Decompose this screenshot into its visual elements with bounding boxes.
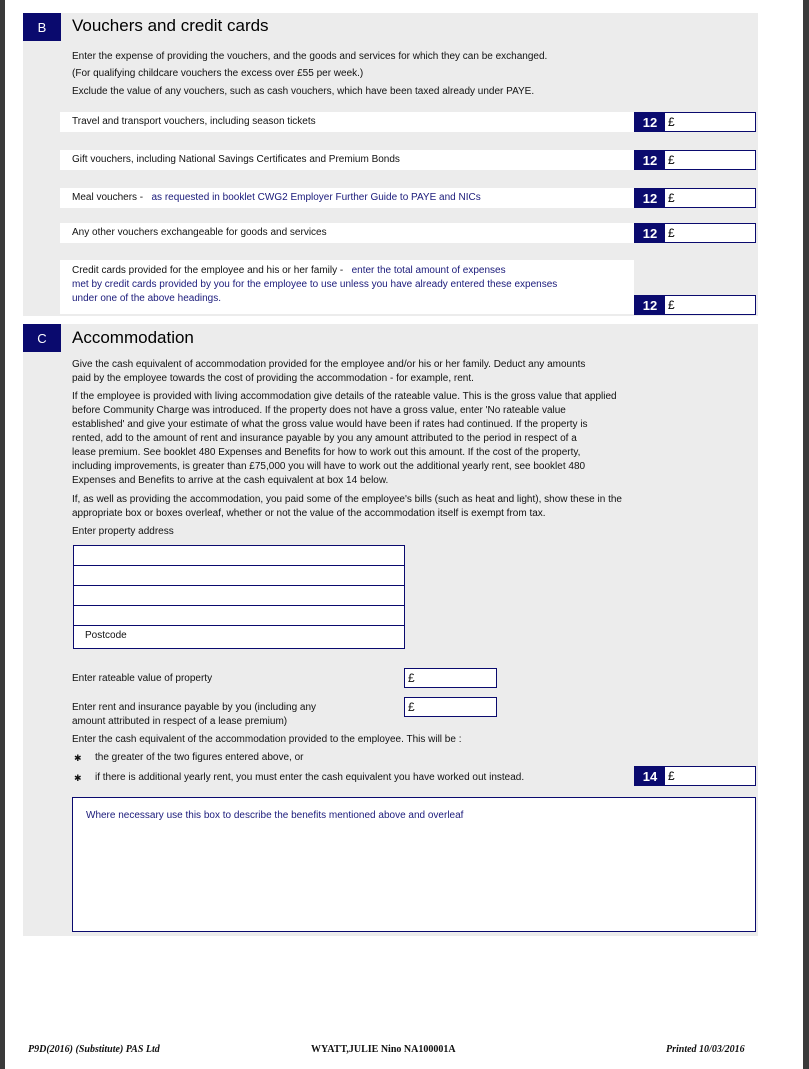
- meal-vouchers-text: Meal vouchers -: [72, 192, 144, 203]
- pound-sign: £: [668, 226, 675, 240]
- box-number: 12: [635, 296, 665, 314]
- address-line-2[interactable]: [74, 566, 404, 586]
- section-b-title: Vouchers and credit cards: [72, 16, 269, 35]
- credit-cards-input[interactable]: [634, 295, 756, 315]
- property-address-box: [73, 545, 405, 649]
- credit-cards-label: [72, 264, 506, 278]
- meal-vouchers-label: [72, 192, 481, 203]
- credit-cards-note-1: enter the total amount of expenses: [351, 265, 506, 276]
- pound-sign: £: [668, 153, 675, 167]
- bullet-icon: ✱: [74, 773, 82, 783]
- pound-sign: £: [408, 700, 415, 714]
- address-label: Enter property address: [72, 526, 174, 537]
- footer-form-id: P9D(2016) (Substitute) PAS Ltd: [28, 1044, 160, 1055]
- bills-para-1: If, as well as providing the accommodation, you paid some of the employee's bills (such as heat and light), show these in the: [72, 494, 622, 505]
- pound-sign: £: [408, 671, 415, 685]
- address-line-1[interactable]: [74, 546, 404, 566]
- cash-equivalent-label: Enter the cash equivalent of the accommodation provided to the employee. This will be :: [72, 734, 462, 745]
- rateable-para-line: lease premium. See booklet 480 Expenses and Benefits for how to work out this amount. If the cost of the property,: [72, 447, 581, 458]
- postcode-field[interactable]: [74, 626, 404, 648]
- credit-cards-note-2: met by credit cards provided by you for the employee to use unless you have already entered these expenses: [72, 279, 558, 290]
- section-c-title: Accommodation: [72, 328, 194, 347]
- footer-printed-date: Printed 10/03/2016: [666, 1044, 745, 1055]
- rent-label-1: Enter rent and insurance payable by you (including any: [72, 702, 317, 713]
- address-line-3[interactable]: [74, 586, 404, 606]
- gift-vouchers-label: Gift vouchers, including National Savings Certificates and Premium Bonds: [72, 154, 400, 165]
- section-b-intro-1: Enter the expense of providing the vouchers, and the goods and services for which they can be exchanged.: [72, 51, 548, 62]
- box-number: 12: [635, 224, 665, 242]
- bills-para-2: appropriate box or boxes overleaf, whether or not the value of the accommodation itself is exempt from tax.: [72, 508, 546, 519]
- section-b-badge: B: [23, 13, 61, 41]
- box-number: 12: [635, 189, 665, 207]
- pound-sign: £: [668, 115, 675, 129]
- rateable-value-label: Enter rateable value of property: [72, 673, 213, 684]
- meal-vouchers-input[interactable]: [634, 188, 756, 208]
- rent-insurance-input[interactable]: [404, 697, 497, 717]
- bullet-text-2: if there is additional yearly rent, you must enter the cash equivalent you have worked out instead.: [95, 772, 525, 783]
- other-vouchers-label: Any other vouchers exchangeable for goods and services: [72, 227, 327, 238]
- page-right-edge: [803, 0, 809, 1069]
- page-left-edge: [0, 0, 5, 1069]
- rent-label-2: amount attributed in respect of a lease premium): [72, 716, 288, 727]
- rateable-para-line: If the employee is provided with living accommodation give details of the rateable value. This is the gross value that applied: [72, 391, 617, 402]
- accommodation-intro-1: Give the cash equivalent of accommodation provided for the employee and/or his or her family. Deduct any amounts: [72, 359, 586, 370]
- rateable-para-line: Expenses and Benefits to arrive at the cash equivalent at box 14 below.: [72, 475, 389, 486]
- gift-vouchers-input[interactable]: [634, 150, 756, 170]
- rateable-para-line: established' and give your estimate of what the gross value would have been if rates had continued. If the property is: [72, 419, 588, 430]
- pound-sign: £: [668, 298, 675, 312]
- address-line-4[interactable]: [74, 606, 404, 626]
- other-vouchers-input[interactable]: [634, 223, 756, 243]
- rateable-value-input[interactable]: [404, 668, 497, 688]
- box-number: 12: [635, 151, 665, 169]
- travel-vouchers-input[interactable]: [634, 112, 756, 132]
- accommodation-intro-2: paid by the employee towards the cost of providing the accommodation - for example, rent.: [72, 373, 474, 384]
- section-b-intro-3: Exclude the value of any vouchers, such as cash vouchers, which have been taxed already under PAYE.: [72, 86, 535, 97]
- section-c-badge: C: [23, 324, 61, 352]
- bullet-text-1: the greater of the two figures entered above, or: [95, 752, 304, 763]
- bullet-icon: ✱: [74, 753, 82, 763]
- rateable-para-line: rented, add to the amount of rent and insurance payable by you any amount attributed to the period in respect of a: [72, 433, 577, 444]
- benefits-description-box[interactable]: [72, 797, 756, 932]
- meal-vouchers-note: as requested in booklet CWG2 Employer Further Guide to PAYE and NICs: [151, 192, 481, 203]
- rateable-para-line: before Community Charge was introduced. If the property does not have a gross value, enter 'No rateable value: [72, 405, 566, 416]
- credit-cards-note-3: under one of the above headings.: [72, 293, 222, 304]
- rateable-para-line: including improvements, is greater than £75,000 you will have to work out the additional yearly rent, see booklet 480: [72, 461, 586, 472]
- cash-equivalent-input[interactable]: [634, 766, 756, 786]
- section-b-intro-2: (For qualifying childcare vouchers the excess over £55 per week.): [72, 68, 364, 79]
- pound-sign: £: [668, 769, 675, 783]
- postcode-label: Postcode: [85, 630, 127, 641]
- travel-vouchers-label: Travel and transport vouchers, including season tickets: [72, 116, 316, 127]
- box-number: 12: [635, 113, 665, 131]
- pound-sign: £: [668, 191, 675, 205]
- credit-cards-text: Credit cards provided for the employee and his or her family -: [72, 265, 344, 276]
- box-number: 14: [635, 767, 665, 785]
- footer-employee: WYATT,JULIE Nino NA100001A: [311, 1044, 456, 1055]
- benefits-description-hint: Where necessary use this box to describe the benefits mentioned above and overleaf: [86, 810, 464, 821]
